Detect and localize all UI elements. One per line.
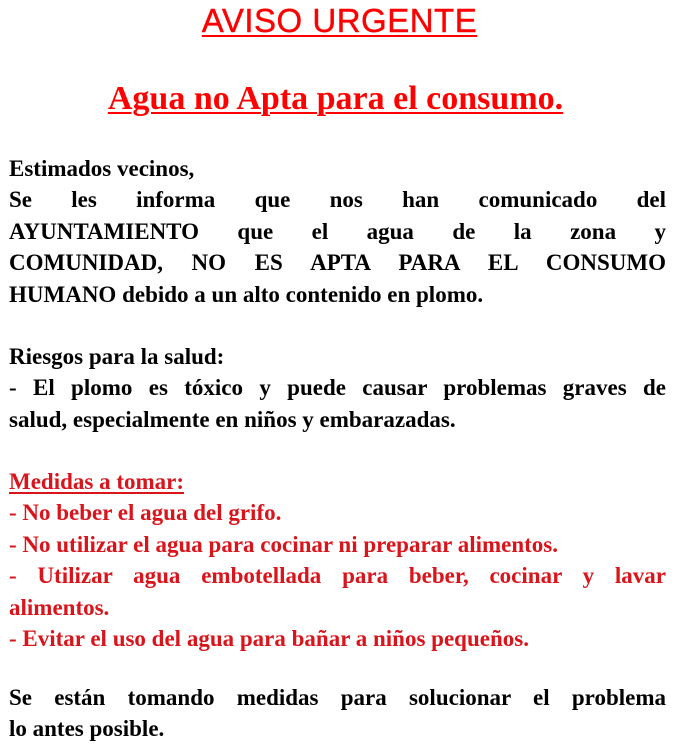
measures-item: - Utilizar agua embotellada para beber, cocinar y lavar [9,563,666,589]
notice-subtitle: Agua no Apta para el consumo. [107,80,564,117]
measures-section [9,466,666,654]
intro-line: COMUNIDAD, NO ES APTA PARA EL CONSUMO [9,250,666,276]
intro-line: AYUNTAMIENTO que el agua de la zona y [9,218,666,244]
measures-item: - Evitar el uso del agua para bañar a niños pequeños. [9,626,529,652]
measures-heading: Medidas a tomar: [9,469,185,494]
intro-line: HUMANO debido a un alto contenido en plomo. [9,281,484,307]
closing-line: lo antes posible. [9,716,165,742]
intro-paragraph [9,153,666,310]
risks-line: salud, especialmente en niños y embarazadas. [9,406,456,432]
risks-heading: Riesgos para la salud: [9,344,225,369]
measures-item-continued: alimentos. [9,594,110,620]
intro-line: Se les informa que nos han comunicado del [9,187,666,213]
greeting-text: Estimados vecinos, [9,156,195,181]
measures-item: - No utilizar el agua para cocinar ni preparar alimentos. [9,531,558,557]
risks-line: - El plomo es tóxico y puede causar problemas graves de [9,375,666,401]
notice-title: AVISO URGENTE [201,2,478,39]
closing-line: Se están tomando medidas para solucionar el problema [9,685,666,710]
closing-paragraph [9,682,666,745]
risks-section [9,341,666,435]
measures-item: - No beber el agua del grifo. [9,500,282,526]
